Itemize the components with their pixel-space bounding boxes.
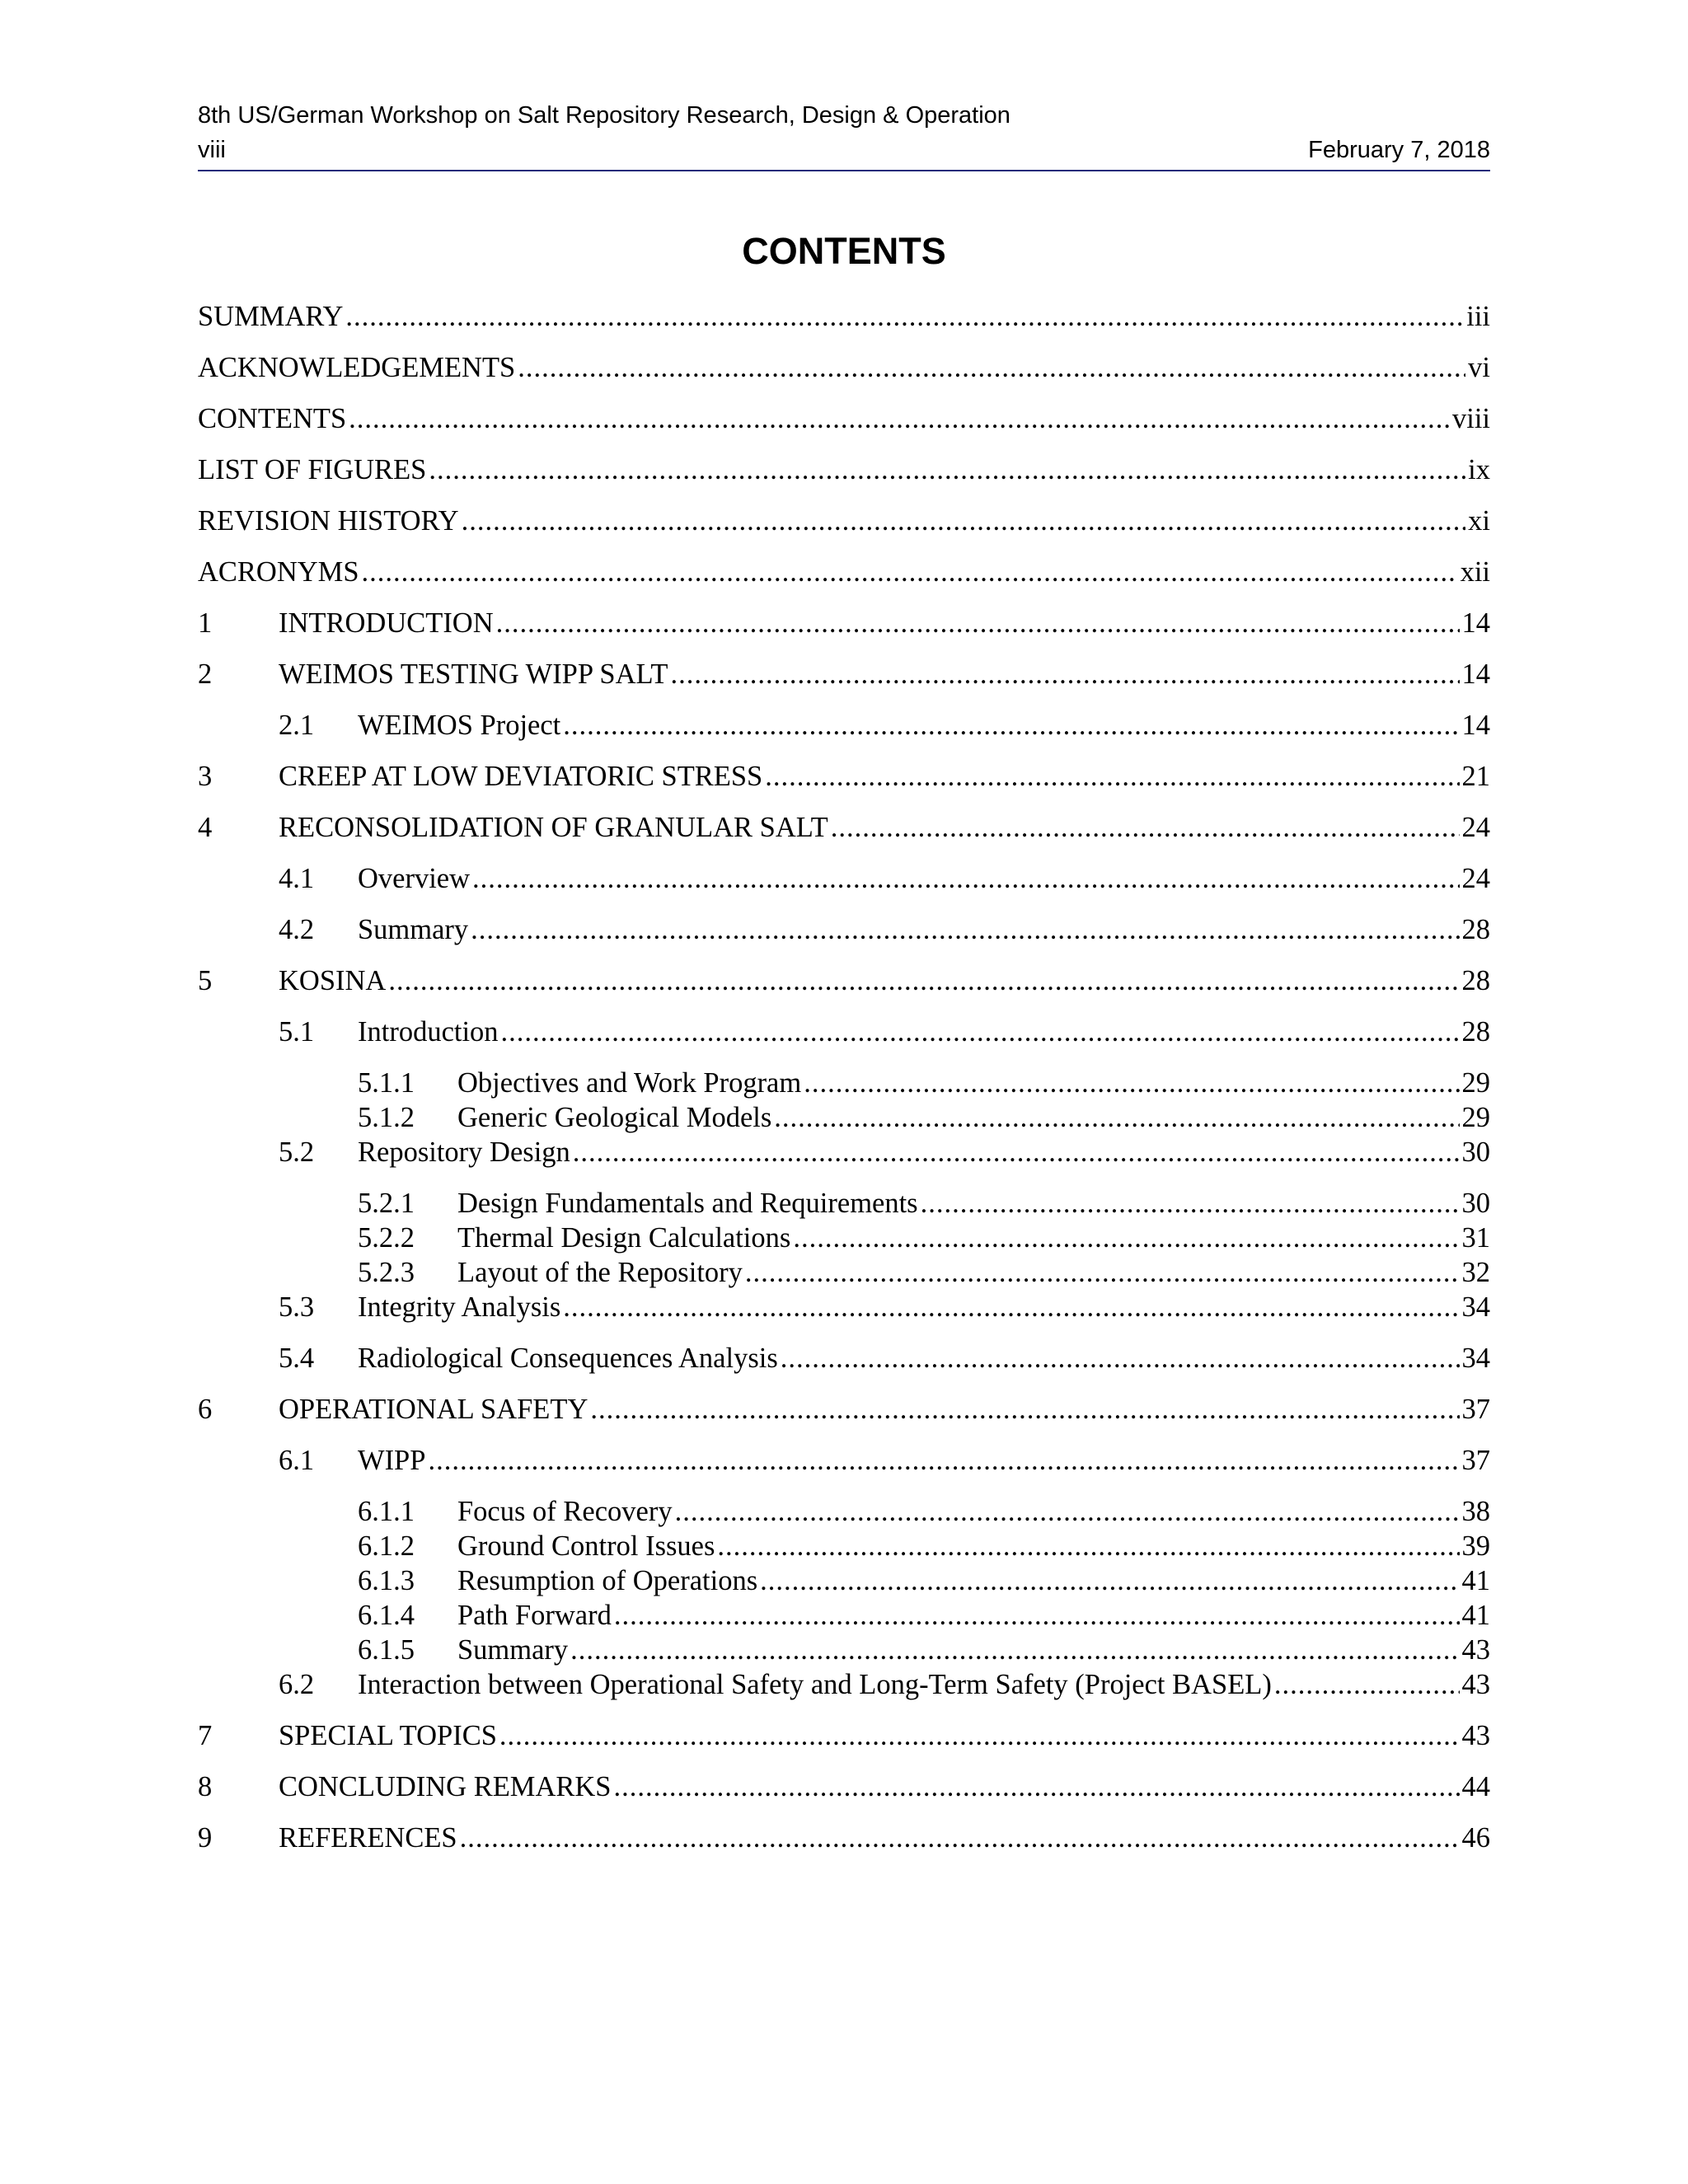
toc-entry-page: 37 (1461, 1394, 1490, 1425)
toc-entry-line (358, 1444, 1490, 1477)
toc-entry-page: 14 (1461, 607, 1490, 639)
toc-entry-line (198, 351, 1490, 384)
toc-entry-number: 5 (198, 965, 213, 996)
toc-entry-title: Focus of Recovery (457, 1496, 673, 1527)
toc-entry-line (457, 1101, 1490, 1134)
toc-entry-title: Path Forward (457, 1600, 612, 1631)
dot-leader (717, 1530, 1459, 1563)
dot-leader (345, 300, 1464, 333)
toc-entry[interactable] (198, 504, 1490, 537)
toc-entry-page: 28 (1461, 965, 1490, 996)
toc-entry[interactable] (198, 964, 1490, 997)
toc-entry-page: ix (1468, 454, 1490, 485)
toc-entry-page: 34 (1461, 1291, 1490, 1323)
toc-entry-title: Resumption of Operations (457, 1565, 758, 1596)
toc-entry-line (358, 913, 1490, 946)
toc-entry-number: 6 (198, 1394, 213, 1425)
toc-entry-line (457, 1564, 1490, 1597)
dot-leader (471, 913, 1459, 946)
toc-entry-line (279, 811, 1490, 844)
dot-leader (573, 1136, 1460, 1169)
toc-entry-line (358, 1136, 1490, 1169)
toc-entry-page: 29 (1461, 1067, 1490, 1099)
toc-entry-number: 4.2 (279, 914, 315, 945)
toc-entry-page: 31 (1461, 1222, 1490, 1254)
dot-leader (793, 1221, 1459, 1254)
toc-entry[interactable] (198, 1393, 1490, 1426)
toc-entry-title: Radiological Consequences Analysis (358, 1343, 778, 1374)
dot-leader (499, 1719, 1460, 1752)
page-title: CONTENTS (742, 230, 946, 272)
toc-entry[interactable] (198, 760, 1490, 793)
toc-entry[interactable] (198, 555, 1490, 588)
toc-entry-page: 30 (1461, 1137, 1490, 1168)
toc-entry-title: Design Fundamentals and Requirements (457, 1188, 918, 1219)
running-header-title: 8th US/German Workshop on Salt Repository Research, Design & Operation (198, 102, 1010, 129)
dot-leader (362, 555, 1458, 588)
toc-entry-number: 6.1.3 (358, 1565, 415, 1596)
toc-entry-line (457, 1495, 1490, 1528)
toc-entry-number: 6.1.4 (358, 1600, 415, 1631)
toc-entry-title: REVISION HISTORY (198, 505, 459, 537)
toc-entry[interactable] (198, 1495, 1490, 1528)
dot-leader (570, 1633, 1459, 1666)
toc-entry-number: 4 (198, 812, 213, 843)
toc-entry-title: WIPP (358, 1445, 426, 1476)
dot-leader (563, 1291, 1459, 1324)
toc-entry-line (457, 1256, 1490, 1289)
toc-entry-page: viii (1451, 403, 1490, 434)
toc-entry-number: 5.1.2 (358, 1102, 415, 1133)
dot-leader (462, 504, 1466, 537)
toc-entry[interactable] (198, 402, 1490, 435)
toc-entry-title: Objectives and Work Program (457, 1067, 802, 1099)
toc-entry-line (358, 1291, 1490, 1324)
toc-entry-page: 44 (1461, 1771, 1490, 1802)
toc-entry[interactable] (198, 709, 1490, 742)
dot-leader (745, 1256, 1460, 1289)
toc-entry-line (457, 1187, 1490, 1220)
toc-entry-title: LIST OF FIGURES (198, 454, 427, 485)
toc-entry[interactable] (198, 1066, 1490, 1099)
toc-entry-number: 3 (198, 761, 213, 792)
toc-entry[interactable] (198, 1444, 1490, 1477)
toc-entry[interactable] (198, 1599, 1490, 1632)
toc-entry-number: 5.1 (279, 1016, 315, 1047)
dot-leader (921, 1187, 1460, 1220)
toc-entry[interactable] (198, 1633, 1490, 1666)
toc-entry-number: 6.1 (279, 1445, 315, 1476)
dot-leader (460, 1821, 1460, 1854)
toc-entry-title: ACRONYMS (198, 556, 359, 588)
toc-entry[interactable] (198, 913, 1490, 946)
toc-entry-title: OPERATIONAL SAFETY (279, 1394, 588, 1425)
toc-entry[interactable] (198, 1668, 1490, 1701)
toc-entry[interactable] (198, 1342, 1490, 1375)
toc-entry-title: KOSINA (279, 965, 387, 996)
toc-entry-line (279, 1770, 1490, 1803)
toc-entry-title: WEIMOS Project (358, 710, 561, 741)
toc-entry[interactable] (198, 453, 1490, 486)
toc-entry-page: xii (1460, 556, 1490, 588)
toc-entry-page: vi (1468, 352, 1490, 383)
dot-leader (675, 1495, 1460, 1528)
toc-entry[interactable] (198, 1015, 1490, 1048)
toc-entry-line (279, 607, 1490, 640)
toc-entry[interactable] (198, 1256, 1490, 1289)
toc-entry-number: 9 (198, 1822, 213, 1854)
dot-leader (614, 1770, 1460, 1803)
toc-entry-title: CONCLUDING REMARKS (279, 1771, 612, 1802)
toc-entry-page: 37 (1461, 1445, 1490, 1476)
toc-entry-page: xi (1468, 505, 1490, 537)
dot-leader (472, 862, 1459, 895)
toc-entry-line (198, 300, 1490, 333)
toc-entry-title: INTRODUCTION (279, 607, 494, 639)
dot-leader (590, 1393, 1459, 1426)
toc-entry-line (358, 1668, 1490, 1701)
toc-entry[interactable] (198, 1821, 1490, 1854)
toc-entry-page: 41 (1461, 1565, 1490, 1596)
toc-entry-number: 2.1 (279, 710, 315, 741)
toc-entry-page: 28 (1461, 914, 1490, 945)
toc-entry-title: CREEP AT LOW DEVIATORIC STRESS (279, 761, 763, 792)
toc-entry-page: 28 (1461, 1016, 1490, 1047)
toc-entry-number: 5.3 (279, 1291, 315, 1323)
dot-leader (388, 964, 1459, 997)
dot-leader (1274, 1668, 1460, 1701)
toc-entry-line (358, 1015, 1490, 1048)
toc-entry[interactable] (198, 351, 1490, 384)
toc-entry-line (358, 1342, 1490, 1375)
toc-entry-line (279, 658, 1490, 691)
toc-entry-page: 21 (1461, 761, 1490, 792)
toc-entry[interactable] (198, 1564, 1490, 1597)
toc-entry-page: 29 (1461, 1102, 1490, 1133)
dot-leader (781, 1342, 1460, 1375)
toc-entry-number: 5.2.1 (358, 1188, 415, 1219)
toc-entry-title: Generic Geological Models (457, 1102, 772, 1133)
toc-entry-number: 1 (198, 607, 213, 639)
toc-entry-title: Layout of the Repository (457, 1257, 743, 1288)
toc-entry-line (198, 453, 1490, 486)
toc-entry[interactable] (198, 1719, 1490, 1752)
toc-entry-title: Thermal Design Calculations (457, 1222, 791, 1254)
toc-entry-number: 5.2 (279, 1137, 315, 1168)
toc-entry-line (358, 862, 1490, 895)
toc-entry-title: SUMMARY (198, 301, 344, 332)
toc-entry[interactable] (198, 1101, 1490, 1134)
toc-entry[interactable] (198, 1291, 1490, 1324)
toc-entry-number: 5.4 (279, 1343, 315, 1374)
toc-entry-page: 43 (1461, 1720, 1490, 1751)
toc-entry[interactable] (198, 862, 1490, 895)
dot-leader (349, 402, 1450, 435)
dot-leader (831, 811, 1460, 844)
toc-entry-page: 14 (1461, 658, 1490, 690)
toc-entry-page: 30 (1461, 1188, 1490, 1219)
toc-entry-number: 5.2.2 (358, 1222, 415, 1254)
toc-entry[interactable] (198, 658, 1490, 691)
dot-leader (518, 351, 1465, 384)
dot-leader (774, 1101, 1459, 1134)
toc-entry-page: 43 (1461, 1669, 1490, 1700)
toc-entry[interactable] (198, 607, 1490, 640)
toc-entry[interactable] (198, 1221, 1490, 1254)
toc-entry-page: 43 (1461, 1634, 1490, 1666)
toc-entry-line (457, 1066, 1490, 1099)
dot-leader (501, 1015, 1460, 1048)
toc-entry-title: SPECIAL TOPICS (279, 1720, 497, 1751)
toc-entry-title: WEIMOS TESTING WIPP SALT (279, 658, 668, 690)
toc-entry-line (279, 760, 1490, 793)
toc-entry-title: REFERENCES (279, 1822, 457, 1854)
toc-entry-number: 8 (198, 1771, 213, 1802)
toc-entry-page: 41 (1461, 1600, 1490, 1631)
toc-entry[interactable] (198, 1136, 1490, 1169)
dot-leader (563, 709, 1459, 742)
dot-leader (428, 1444, 1459, 1477)
toc-entry-line (279, 1393, 1490, 1426)
dot-leader (614, 1599, 1460, 1632)
dot-leader (760, 1564, 1459, 1597)
header-date: February 7, 2018 (1308, 137, 1490, 163)
toc-entry-page: 34 (1461, 1343, 1490, 1374)
toc-entry-page: 14 (1461, 710, 1490, 741)
dot-leader (804, 1066, 1459, 1099)
toc-entry-page: iii (1466, 301, 1490, 332)
toc-entry-number: 2 (198, 658, 213, 690)
dot-leader (496, 607, 1460, 640)
dot-leader (429, 453, 1465, 486)
toc-entry-page: 24 (1461, 863, 1490, 894)
toc-entry-number: 6.1.1 (358, 1496, 415, 1527)
page-number-label: viii (198, 137, 226, 163)
toc-entry-title: Interaction between Operational Safety and Long-Term Safety (Project BASEL) (358, 1669, 1272, 1700)
toc-entry-number: 5.2.3 (358, 1257, 415, 1288)
toc-entry-number: 7 (198, 1720, 213, 1751)
toc-entry-title: Summary (457, 1634, 569, 1666)
toc-entry-line (457, 1633, 1490, 1666)
toc-entry-title: Integrity Analysis (358, 1291, 561, 1323)
toc-entry[interactable] (198, 1530, 1490, 1563)
toc-entry-number: 5.1.1 (358, 1067, 415, 1099)
toc-entry-title: Summary (358, 914, 469, 945)
dot-leader (671, 658, 1460, 691)
toc-entry-line (457, 1530, 1490, 1563)
toc-entry-title: Repository Design (358, 1137, 570, 1168)
toc-entry-line (279, 1821, 1490, 1854)
toc-entry-line (457, 1221, 1490, 1254)
toc-entry-title: Overview (358, 863, 471, 894)
toc-entry-page: 32 (1461, 1257, 1490, 1288)
toc-entry-number: 6.1.2 (358, 1530, 415, 1562)
toc-entry-title: Introduction (358, 1016, 499, 1047)
toc-entry-title: ACKNOWLEDGEMENTS (198, 352, 516, 383)
toc-entry-number: 4.1 (279, 863, 315, 894)
toc-entry-page: 24 (1461, 812, 1490, 843)
toc-entry-page: 38 (1461, 1496, 1490, 1527)
toc-entry-title: RECONSOLIDATION OF GRANULAR SALT (279, 812, 828, 843)
toc-entry-line (198, 402, 1490, 435)
toc-entry-page: 46 (1461, 1822, 1490, 1854)
toc-entry-line (279, 1719, 1490, 1752)
toc-entry-title: Ground Control Issues (457, 1530, 715, 1562)
toc-entry-line (198, 504, 1490, 537)
toc-entry-line (457, 1599, 1490, 1632)
toc-entry-line (279, 964, 1490, 997)
toc-entry-line (358, 709, 1490, 742)
toc-entry[interactable] (198, 300, 1490, 333)
dot-leader (765, 760, 1459, 793)
toc-entry[interactable] (198, 1770, 1490, 1803)
toc-entry-line (198, 555, 1490, 588)
toc-entry-title: CONTENTS (198, 403, 347, 434)
toc-entry[interactable] (198, 811, 1490, 844)
toc-entry-number: 6.2 (279, 1669, 315, 1700)
toc-entry[interactable] (198, 1187, 1490, 1220)
toc-entry-page: 39 (1461, 1530, 1490, 1562)
toc-entry-number: 6.1.5 (358, 1634, 415, 1666)
